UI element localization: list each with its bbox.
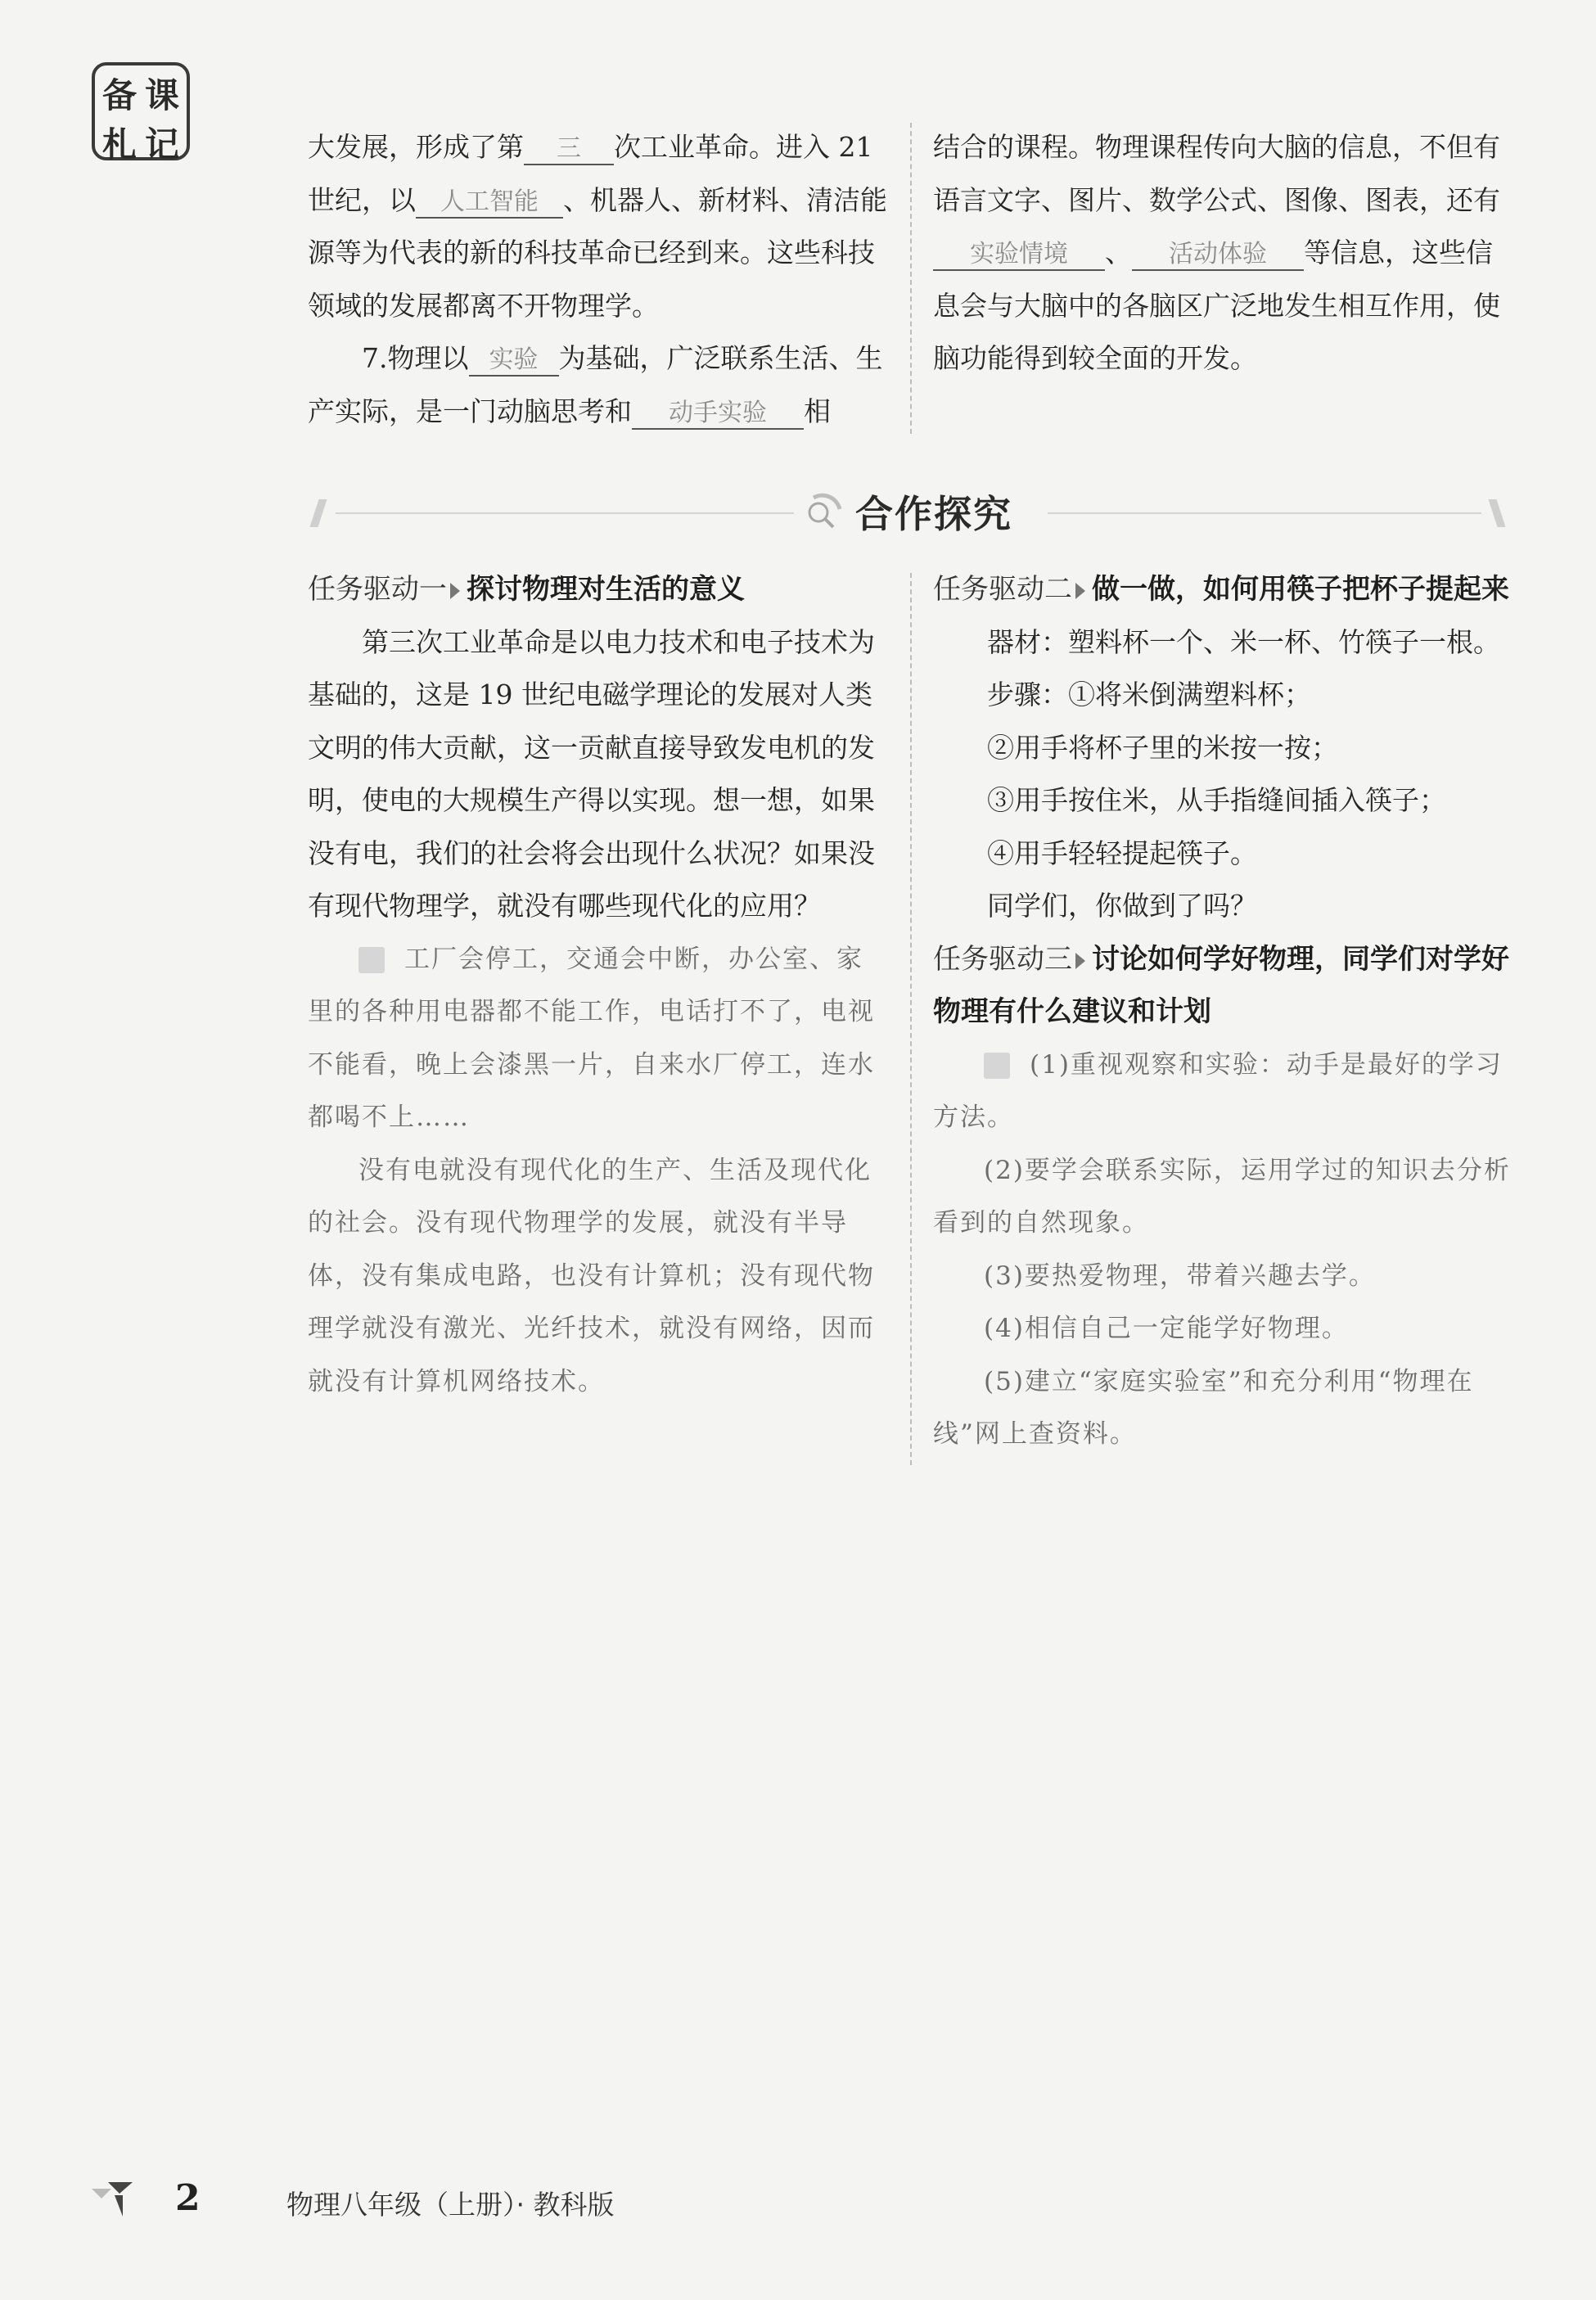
text: 结合的课程。物理课程传向大脑的信息，不但有语言文字、图片、数学公式、图像、图表，还有 xyxy=(933,131,1500,216)
task-heading xyxy=(933,563,1522,616)
text: 为基础，广泛联系生活、生产实际，是一门动脑思考和 xyxy=(308,342,883,427)
answer-paragraph xyxy=(308,933,889,1144)
book-title: 物理八年级（上册）· 教科版 xyxy=(286,2189,615,2221)
text: 7.物理以 xyxy=(362,342,469,374)
stamp-char: 札 xyxy=(101,124,137,165)
page-number: 2 xyxy=(175,2177,201,2219)
answer-blank: 动手实验 xyxy=(632,399,804,430)
text: 相 xyxy=(804,395,831,427)
right-top-column xyxy=(933,121,1514,386)
section-mark-right xyxy=(1488,499,1505,527)
answer-paragraph: (4)相信自己一定能学好物理。 xyxy=(984,1314,1349,1343)
text: 、 xyxy=(1105,237,1132,268)
task-label: 任务驱动一 xyxy=(308,573,447,606)
section-title: 合作探究 xyxy=(855,492,1012,536)
task-steps xyxy=(933,616,1522,933)
answer-paragraph: (3)要热爱物理，带着兴趣去学。 xyxy=(984,1260,1376,1291)
section-mark-left xyxy=(309,499,327,527)
task-title: 探讨物理对生活的意义 xyxy=(467,573,745,606)
paragraph xyxy=(308,121,889,332)
magnifier-icon xyxy=(802,491,845,537)
section-rule-right xyxy=(1048,512,1481,514)
step-line: 同学们，你做到了吗？ xyxy=(987,890,1257,922)
answer-blank: 实验情境 xyxy=(933,240,1105,271)
task-label: 任务驱动二 xyxy=(933,573,1072,606)
column-divider xyxy=(910,123,912,434)
arrow-icon xyxy=(450,583,460,599)
answer-paragraph: (5)建立“家庭实验室”和充分利用“物理在线”网上查资料。 xyxy=(933,1366,1474,1449)
stamp-char: 课 xyxy=(144,75,179,115)
stamp-char: 记 xyxy=(144,124,179,165)
step-line: ②用手将杯子里的米按一按； xyxy=(987,731,1338,764)
task-title: 做一做，如何用筷子把杯子提起来 xyxy=(1092,573,1509,606)
arrow-icon xyxy=(1075,583,1085,599)
column-divider xyxy=(910,573,912,1465)
task-heading xyxy=(308,563,889,616)
task-three-heading xyxy=(933,933,1522,1039)
notes-stamp xyxy=(92,62,190,165)
text: 工厂会停工，交通会中断，办公室、家里的各种用电器都不能工作，电话打不了，电视不能看，晚上会漆黑一片，自来水厂停工，连水都喝不上…… xyxy=(308,944,875,1132)
task-body: 第三次工业革命是以电力技术和电子技术为基础的，这是 19 世纪电磁学理论的发展对人类文明的伟大贡献，这一贡献直接导致发电机的发明，使电的大规模生产得以实现。想一想，如果没有电，我们的社会将会出现什么状况？如果没有现代物理学，就没有哪些现代化的应用？ xyxy=(308,625,875,922)
step-line: 器材：塑料杯一个、米一杯、竹筷子一根。 xyxy=(987,625,1500,658)
arrow-icon xyxy=(1075,953,1085,969)
footer-logo-icon xyxy=(87,2171,136,2220)
paragraph xyxy=(933,121,1514,386)
answer-blank: 三 xyxy=(524,134,614,165)
task-label: 任务驱动三 xyxy=(933,942,1072,976)
answer-paragraph: 没有电就没有现代化的生产、生活及现代化的社会。没有现代物理学的发展，就没有半导体，没有集成电路，也没有计算机；没有现代物理学就没有激光、光纤技术，就没有网络，因而就没有计算机网络技术。 xyxy=(308,1155,875,1396)
text: 等信息，这些信息会与大脑中的各脑区广泛地发生相互作用，使脑功能得到较全面的开发。 xyxy=(933,237,1500,374)
section-rule-left xyxy=(336,512,794,514)
text: 、机器人、新材料、清洁能源等为代表的新的科技革命已经到来。这些科技领域的发展都离不开物理学。 xyxy=(308,183,887,322)
left-top-column xyxy=(308,121,889,438)
answer-blank: 人工智能 xyxy=(416,187,563,219)
text: 次工业革命。进入 21 世纪，以 xyxy=(308,131,873,216)
answer-icon xyxy=(984,1053,1010,1079)
answer-icon xyxy=(358,947,385,973)
text: (1)重视观察和实验：动手是最好的学习方法。 xyxy=(933,1049,1503,1132)
task-title: 讨论如何学好物理，同学们对学好物理有什么建议和计划 xyxy=(933,942,1509,1028)
task-one xyxy=(308,563,889,1408)
step-line: ④用手轻轻提起筷子。 xyxy=(987,837,1257,869)
answer-paragraph: (2)要学会联系实际，运用学过的知识去分析看到的自然现象。 xyxy=(933,1155,1511,1238)
paragraph xyxy=(308,332,889,438)
answer-blank: 实验 xyxy=(469,345,559,377)
stamp-char: 备 xyxy=(101,75,137,115)
text: 大发展，形成了第 xyxy=(308,131,524,163)
task-two xyxy=(933,563,1522,1461)
step-line: 步骤：①将米倒满塑料杯； xyxy=(987,679,1311,710)
answer-blank: 活动体验 xyxy=(1132,240,1304,271)
step-line: ③用手按住米，从手指缝间插入筷子； xyxy=(987,784,1446,816)
answer-paragraph xyxy=(933,1039,1522,1144)
